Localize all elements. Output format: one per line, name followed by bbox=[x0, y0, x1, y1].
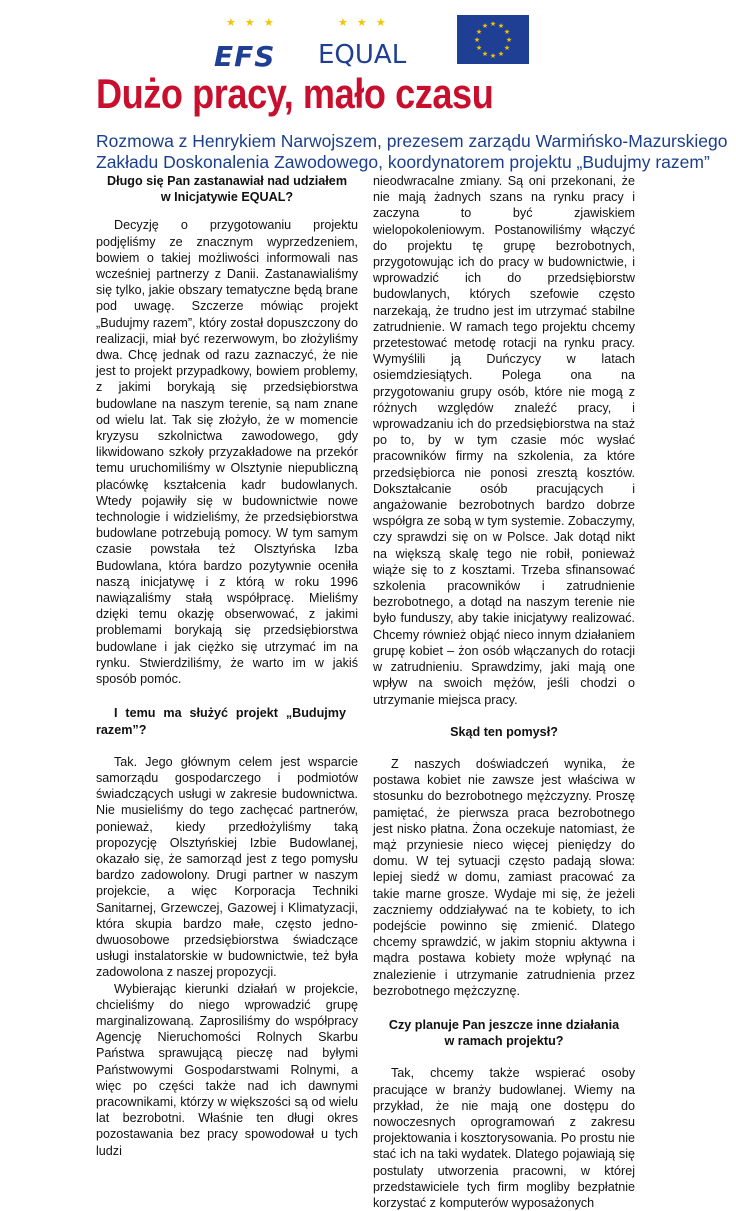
interview-answer: Tak, chcemy także wspierać osoby pracujące w branży budowlanej. Wiemy na przykład, że nie mają one dostępu do nowoczesnych oprogramowań z zakresu projektowania i kosztorysowania. Po prostu nie stać ich na taki wydatek. Dlatego pojawiają się postulaty utworzenia pracowni, w której przedstawiciele tych firm mogliby bezpłatnie korzystać z komputerów wyposażonych bbox=[373, 1066, 635, 1210]
stars-decoration: ★ ★ ★ bbox=[226, 17, 277, 29]
equal-logo bbox=[318, 16, 418, 68]
interview-answer: nieodwracalne zmiany. Są oni przekonani, że nie mają żadnych szans na rynku pracy i zaczyna to być zjawiskiem wielopokoleniowym. Postanowiliśmy włączyć do projektu tę grupę bezrobotnych, przygotowując ich do pracy w budownictwie, i wprowadzić ich do przedsiębiorstw budowlanych, których szefowie często narzekają, że trudno jest im utrzymać stabilne zatrudnienie. W ramach tego projektu chcemy przetestować metodę rotacji na rynku pracy. Wymyślili ją Duńczycy w latach osiemdziesiątych. Polega ona na przygotowaniu grupy osób, które nie mogą z różnych względów znaleźć pracy, i wprowadzaniu ich do przedsiębiorstwa na staż po to, by w tym czasie móc wysłać pracowników firmy na szkolenia, za które przedsiębiorca nie ponosi zresztą kosztów. Dokształcanie osób pracujących i angażowanie bezrobotnych bardzo dobrze współgra ze sobą w tym systemie. Zobaczymy, czy sprawdzi się on w Polsce. Jak dotąd nikt na większą skalę tego nie robił, ponieważ wiąże się to z kosztami. Trzeba sfinansować szkolenia pracowników i zatrudnienie bezrobotnego, a dotąd na naszym terenie nie było funduszy, aby takie inicjatywy realizować. Chcemy również objąć nieco innym działaniem grupę kobiet – żon osób włączanych do rotacji w zatrudnieniu. Sprawdzimy, jaki mają one wpływ na swoich mężów, jeśli chodzi o utrzymanie miejsca pracy. bbox=[373, 174, 635, 707]
svg-text:★: ★ bbox=[497, 22, 505, 30]
eu-flag-logo bbox=[457, 15, 529, 64]
svg-text:★: ★ bbox=[497, 50, 505, 58]
interview-answer: Wybierając kierunki działań w projekcie, chcieliśmy do niego wprowadzić grupę marginalizowaną. Zaprosiliśmy do współpracy Agencję Nieruchomości Rolnych Skarbu Państwa sprawującą pieczę nad byłymi Państwowymi Gospodarstwami Rolnymi, a więc po części także nad ich dawnymi pracownikami, którzy w większości są od wielu lat bezrobotni. Właśnie ten długi okres pozostawania bez pracy spowodował u tych ludzi bbox=[96, 981, 358, 1158]
svg-text:★: ★ bbox=[505, 36, 513, 44]
article-title: Dużo pracy, mało czasu bbox=[96, 70, 494, 117]
logo-bar bbox=[200, 10, 540, 73]
interview-question: Skąd ten pomysł? bbox=[450, 724, 558, 739]
equal-logo-text: EQUAL bbox=[318, 40, 407, 70]
svg-text:★: ★ bbox=[489, 52, 497, 60]
interview-answer: Decyzję o przygotowaniu projektu podjęliśmy ze znacznym wyprzedzeniem, bowiem o takiej możliwości informowali nas wcześniej partnerzy z Danii. Zastanawialiśmy się tylko, jakie obszary tematyczne będą brane pod uwagę. Szczerze mówiąc projekt „Budujmy razem”, który został dopuszczony do realizacji, miał być rezerwowym, bo złożyliśmy dwa. Chcę jednak od razu zaznaczyć, że nie jest to projekt przypadkowy, bowiem problemy, z jakimi borykają się przedsiębiorstwa budowlane na naszym terenie, są nam znane od wielu lat. Tak się złożyło, że w momencie kryzysu szkolnictwa zawodowego, gdy likwidowano szkoły przyzakładowe na przekór temu uruchomiliśmy w Olsztynie niepubliczną placówkę kształcenia kadr budowlanych. Wtedy pojawiły się w budownictwie nowe technologie i widzieliśmy, że przedsiębiorstwa budowlane potrzebują pomocy. W tym samym czasie powstała też Olsztyńska Izba Budowlana, która bardzo pozytywnie oceniła naszą inicjatywę i z którą w roku 1996 nawiązaliśmy stałą współpracę. Mieliśmy dzięki temu okazję obserwować, z jakimi problemami borykają się przedsiębiorstwa budowlane i jak ciężko się utrzymać im na rynku. Stwierdziliśmy, że warto im w jakiś sposób pomóc. bbox=[96, 218, 358, 687]
interview-answer: Z naszych doświadczeń wynika, że postawa kobiet nie zawsze jest właściwa w stosunku do bezrobotnego mężczyzny. Proszę pamiętać, że pierwsza praca bezrobotnego jest nisko płatna. Żona oczekuje natomiast, że mąż przyniesie nieco więcej pieniędzy do domu. W tej sytuacji często padają słowa: lepiej siedź w domu, zamiast pracować za takie marne grosze. Wydaje mi się, że jeżeli zaczniemy oddziaływać na te kobiety, to ich podejście powinno się zmienić. Dlatego chcemy sprawdzić, w jakim stopniu aktywna i mądra postawa kobiety może wpłynąć na znalezienie i utrzymanie zatrudnienia przez bezrobotnego mężczyznę. bbox=[373, 756, 635, 998]
left-column bbox=[96, 173, 358, 1159]
svg-text:★: ★ bbox=[481, 22, 489, 30]
interview-question: I temu ma służyć projekt „Budujmy razem”? bbox=[96, 706, 346, 737]
svg-text:★: ★ bbox=[475, 28, 483, 36]
svg-text:★: ★ bbox=[489, 20, 497, 28]
interview-question: Długo się Pan zastanawiał nad udziałem w Inicjatywie EQUAL? bbox=[106, 174, 348, 205]
svg-text:★: ★ bbox=[481, 50, 489, 58]
stars-decoration: ★ ★ ★ bbox=[338, 17, 389, 29]
svg-text:★: ★ bbox=[503, 28, 511, 36]
svg-text:★: ★ bbox=[503, 44, 511, 52]
right-column bbox=[373, 173, 635, 1211]
interview-answer: Tak. Jego głównym celem jest wsparcie samorządu gospodarczego i podmiotów świadczących usługi w zakresie budownictwa. Nie musieliśmy do tego zachęcać partnerów, ponieważ, kiedy przedłożyliśmy taką propozycję Olsztyńskiej Izbie Budowlanej, okazało się, że samorząd jest z tego pomysłu bardzo zadowolony. Drugi partner w naszym projekcie, a więc Korporacja Techniki Sanitarnej, Grzewczej, Gazowej i Klimatyzacji, która skupia bardzo małe, często jedno- dwuosobowe przedsiębiorstwa świadczące usługi instalatorskie w budownictwie, też była zadowolona z naszej propozycji. bbox=[96, 754, 358, 980]
svg-text:★: ★ bbox=[475, 44, 483, 52]
subtitle-line: Rozmowa z Henrykiem Narwojszem, prezesem zarządu Warmińsko-Mazurskiego bbox=[96, 131, 728, 151]
efs-logo-text: EFS bbox=[214, 40, 276, 73]
efs-logo bbox=[214, 16, 302, 73]
interview-question: Czy planuje Pan jeszcze inne działania w ramach projektu? bbox=[388, 1017, 620, 1049]
article-subtitle bbox=[96, 131, 728, 173]
subtitle-line: Zakładu Doskonalenia Zawodowego, koordynatorem projektu „Budujmy razem” bbox=[96, 152, 710, 172]
svg-text:★: ★ bbox=[473, 36, 481, 44]
